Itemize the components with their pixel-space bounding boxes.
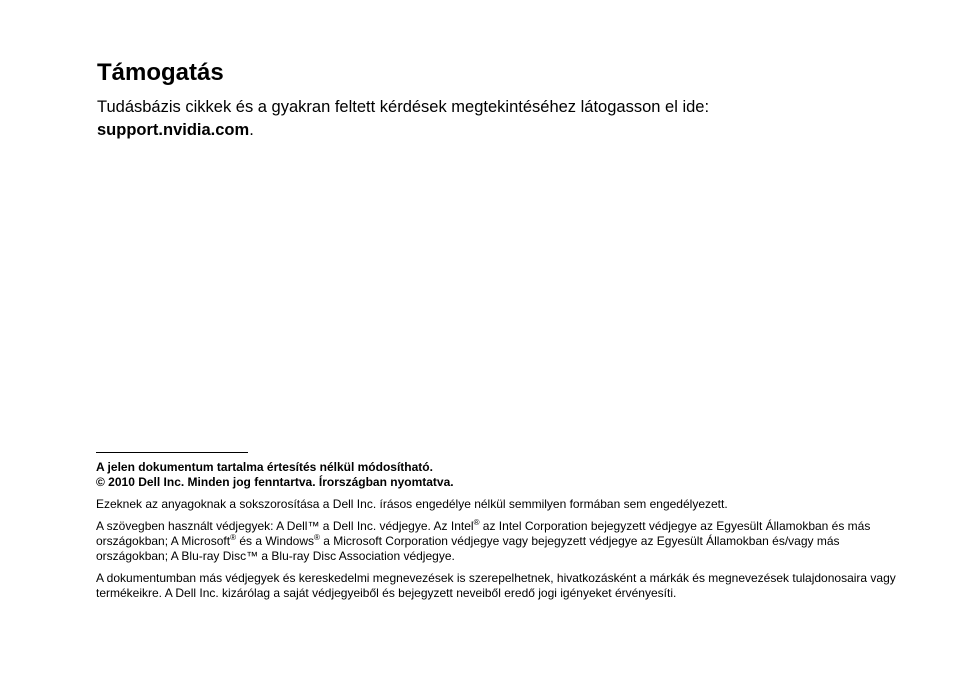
trademark-text-3: és a Windows [235, 534, 315, 548]
intro-period: . [249, 121, 254, 139]
legal-notice [96, 460, 896, 490]
support-link[interactable]: support.nvidia.com [97, 121, 250, 139]
notice-line-1: A jelen dokumentum tartalma értesítés nélkül módosítható. [96, 460, 433, 474]
trademark-text-4: a Microsoft Corporation védjegye vagy bejegyzett védjegye az Egyesült Államokban és/vagy más országokban; A Blu-ray Disc™ a Blu-ray Disc Association védjegye. [96, 534, 840, 563]
copyright-line: © 2010 Dell Inc. Minden jog fenntartva. Írországban nyomtatva. [96, 475, 454, 489]
footer-divider [96, 452, 248, 453]
trademark-text-1: A szövegben használt védjegyek: A Dell™ a Dell Inc. védjegye. Az Intel [96, 519, 474, 533]
other-trademarks-notice: A dokumentumban más védjegyek és kereskedelmi megnevezések is szerepelhetnek, hivatkozásként a márkák és megnevezések tulajdonosaira vagy termékeikre. A Dell Inc. kizárólag a saját védjegyeiből és bejegyzett neveiből eredő jogi igényeket érvényesíti. [96, 571, 896, 600]
legal-footer [96, 460, 896, 608]
page-title: Támogatás [97, 59, 224, 86]
registered-mark: ® [230, 533, 236, 542]
registered-mark: ® [473, 518, 480, 527]
registered-mark: ® [314, 533, 320, 542]
intro-text: Tudásbázis cikkek és a gyakran feltett kérdések megtekintéséhez látogasson el ide: [97, 98, 710, 116]
trademark-notice [96, 519, 896, 564]
reproduction-notice: Ezeknek az anyagoknak a sokszorosítása a Dell Inc. írásos engedélye nélkül semmilyen formában sem engedélyezett. [96, 497, 728, 511]
support-intro [97, 96, 857, 142]
trademark-text-2: az Intel Corporation bejegyzett védjegye az Egyesült Államokban és más országokban; A Microsoft [96, 519, 871, 548]
